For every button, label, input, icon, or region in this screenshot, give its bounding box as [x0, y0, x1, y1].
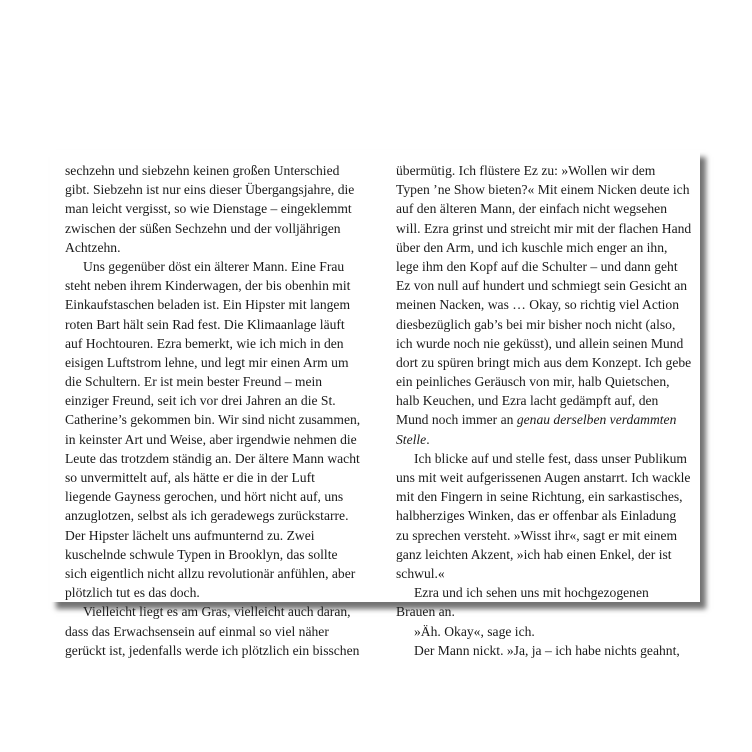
line-text: über den Arm, und ich kuschle mich enger an ihn, [396, 239, 668, 255]
left-page-line [65, 468, 365, 487]
right-page-line [396, 353, 692, 372]
line-text: die Schultern. Er ist mein bester Freund – mein [65, 374, 323, 390]
right-page-line [396, 583, 689, 602]
left-page-line [65, 641, 365, 660]
line-text: mit den Fingern in seine Richtung, ein sarkastisches, [396, 489, 683, 505]
italic-text: genau derselben verdammten [516, 412, 677, 428]
line-text: ein peinliches Geräusch von mir, halb Quietschen, [396, 374, 670, 390]
left-page [65, 161, 365, 660]
line-text: Ich blicke auf und stelle fest, dass unser Publikum [414, 450, 687, 466]
left-page-line [65, 257, 365, 276]
line-text: ganz leichten Akzent, »ich hab einen Enkel, der ist [396, 546, 672, 562]
right-page-line [396, 545, 689, 564]
line-text: sechzehn und siebzehn keinen großen Unterschied [65, 163, 340, 178]
right-page-line [396, 468, 689, 487]
line-text: dass das Erwachsensein auf einmal so viel näher [65, 623, 329, 639]
line-text: halbherziges Winken, das er offenbar als Einladung [396, 508, 677, 524]
line-text: uns mit weit aufgerissenen Augen anstarrt. Ich wackle [396, 470, 691, 485]
left-page-line [65, 487, 365, 506]
line-text: liegende Gayness gerochen, und hört nicht auf, uns [65, 489, 344, 505]
left-page-line [65, 622, 365, 641]
line-text: steht neben ihrem Kinderwagen, der bis obenhin mit [65, 278, 351, 294]
line-text: man leicht vergisst, so wie Dienstage – eingeklemmt [65, 201, 352, 217]
right-page-line [396, 161, 689, 180]
left-page-line [65, 353, 365, 372]
line-text: eisigen Luftstrom lehne, und legt mir einen Arm um [65, 354, 349, 370]
right-page-line [396, 506, 689, 525]
line-text: will. Ezra grinst und streicht mir mit der flachen Hand [396, 220, 692, 236]
line-text: auf den älteren Mann, der einfach nicht wegsehen [396, 201, 667, 217]
line-text: Brauen an. [396, 604, 455, 620]
line-text: Ezra und ich sehen uns mit hochgezogenen [414, 585, 649, 601]
right-page-line [396, 276, 689, 295]
line-text: diesbezüglich gab’s bei mir bisher noch nicht (also, [396, 316, 676, 332]
left-page-line [65, 199, 365, 218]
line-text: schwul.« [396, 565, 445, 581]
line-text: Vielleicht liegt es am Gras, vielleicht auch daran, [83, 604, 351, 620]
left-page-line [65, 564, 365, 583]
line-text: Ez von null auf hundert und schmiegt sein Gesicht an [396, 278, 688, 294]
line-text: zwischen der süßen Sechzehn und der volljährigen [65, 220, 341, 236]
right-page-line [396, 526, 689, 545]
line-text: halb Keuchen, und Ezra lacht gedämpft auf, den [396, 393, 659, 409]
left-page-line [65, 238, 365, 257]
line-text: lege ihm den Kopf auf die Schulter – und dann geht [396, 258, 678, 274]
line-text: dort zu spüren bringt mich aus dem Konzept. Ich gebe [396, 354, 692, 370]
left-page-line [65, 602, 365, 621]
line-text: übermütig. Ich flüstere Ez zu: »Wollen wir dem [396, 163, 656, 178]
left-page-line [65, 391, 365, 410]
line-text-after: . [426, 431, 430, 447]
book-spread [50, 150, 700, 658]
line-text: anzuglotzen, selbst als ich geradewegs zurückstarre. [65, 508, 349, 524]
left-page-line [65, 526, 365, 545]
line-text: so unvermittelt auf, als hätte er die in der Luft [65, 470, 315, 485]
line-text: gerückt ist, jedenfalls werde ich plötzlich ein bisschen [65, 642, 360, 658]
left-page-line [65, 583, 365, 602]
right-page-line [396, 257, 689, 276]
left-page-line [65, 276, 365, 295]
line-text: Einkaufstaschen beladen ist. Ein Hipster mit langem [65, 297, 351, 313]
line-text: Catherine’s gekommen bin. Wir sind nicht zusammen, [65, 412, 361, 428]
right-page-line [396, 219, 692, 238]
right-page-line [396, 199, 689, 218]
left-page-line [65, 372, 365, 391]
line-text: kuschelnde schwule Typen in Brooklyn, das sollte [65, 546, 338, 562]
left-page-line [65, 334, 365, 353]
italic-text: Stelle [396, 431, 427, 447]
line-text: Der Mann nickt. »Ja, ja – ich habe nichts geahnt, [414, 642, 680, 658]
left-page-line [65, 180, 365, 199]
line-text: in keinster Art und Weise, aber irgendwie nehmen die [65, 431, 357, 447]
right-page-line [396, 372, 689, 391]
line-text: »Äh. Okay«, sage ich. [414, 623, 535, 639]
right-page-line [396, 449, 689, 468]
right-page-line [396, 622, 689, 641]
line-text: einziger Freund, seit ich vor drei Jahren an die St. [65, 393, 336, 409]
left-page-line [65, 219, 365, 238]
right-page-line [396, 641, 689, 660]
right-page-line [396, 295, 689, 314]
left-page-line [65, 161, 365, 180]
left-page-line [65, 506, 365, 525]
line-text: gibt. Siebzehn ist nur eins dieser Übergangsjahre, die [65, 182, 355, 198]
line-text: auf Hochtouren. Ezra bemerkt, wie ich mich in den [65, 335, 344, 351]
right-page-line [396, 391, 689, 410]
line-text: meinen Nacken, was … Okay, so richtig viel Action [396, 297, 680, 313]
right-page-line [396, 430, 689, 449]
right-page-line [396, 334, 689, 353]
right-page [396, 161, 692, 660]
right-page-line [396, 315, 689, 334]
left-page-line [65, 449, 365, 468]
left-page-line [65, 315, 365, 334]
right-page-line [396, 602, 689, 621]
line-text: Mund noch immer an [396, 412, 517, 428]
line-text: Uns gegenüber döst ein älterer Mann. Eine Frau [83, 258, 345, 274]
left-page-line [65, 430, 365, 449]
line-text: zu sprechen versteht. »Wisst ihr«, sagt er mit einem [396, 527, 678, 543]
left-page-line [65, 410, 365, 429]
line-text: roten Bart hält sein Rad fest. Die Klimaanlage läuft [65, 316, 345, 332]
line-text: sich eigentlich nicht allzu revolutionär anfühlen, aber [65, 565, 356, 581]
line-text: Typen ’ne Show bieten?« Mit einem Nicken deute ich [396, 182, 690, 198]
right-page-line [396, 410, 689, 429]
right-page-line [396, 564, 689, 583]
line-text: Leute das trotzdem ständig an. Der ältere Mann wacht [65, 450, 360, 466]
line-text: ich wurde noch nie geküsst), und allein seinen Mund [396, 335, 684, 351]
line-text: Achtzehn. [65, 239, 121, 255]
line-text: Der Hipster lächelt uns aufmunternd zu. Zwei [65, 527, 315, 543]
left-page-line [65, 545, 365, 564]
left-page-line [65, 295, 365, 314]
right-page-line [396, 180, 689, 199]
right-page-line [396, 487, 689, 506]
right-page-line [396, 238, 689, 257]
line-text: plötzlich tut es das doch. [65, 585, 200, 601]
